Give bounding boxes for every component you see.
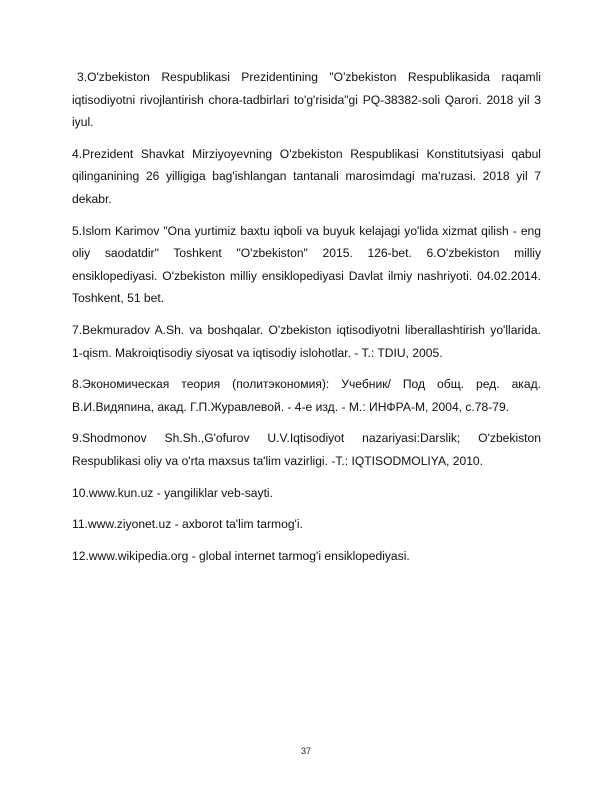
reference-item-10: 10.www.kun.uz - yangiliklar veb-sayti. (72, 485, 273, 500)
reference-item-4: 4.Prezident Shavkat Mirziyoyevning O'zbekiston Respublikasi Konstitutsiyasi qabul qilinganining 26 yilligiga bag'ishlangan tantanali marosimdagi ma'ruzasi. 2018 yil 7 dekabr. (72, 146, 541, 206)
reference-item-8: 8.Экономическая теория (политэкономия): Учебник/ Под общ. ред. акад. В.И.Видяпина, акад. Г.П.Журавлевой. - 4-е изд. - М.: ИНФРА-М, 2004, с.78-79. (72, 377, 541, 414)
reference-item-12: 12.www.wikipedia.org - global internet tarmog'i ensiklopediyasi. (72, 548, 410, 563)
reference-item-7: 7.Bekmuradov A.Sh. va boshqalar. O'zbekiston iqtisodiyotni liberallashtirish yo'llarida. 1-qism. Makroiqtisodiy siyosat va iqtisodiy islohotlar. - T.: TDIU, 2005. (72, 322, 541, 360)
reference-list (72, 66, 541, 576)
reference-item-3: 3.O'zbekiston Respublikasi Prezidentining "O'zbekiston Respublikasida raqamli iqtisodiyotni rivojlantirish chora-tadbirlari to'g'risida"gi PQ-38382-soli Qarori. 2018 yil 3 iyul. (72, 70, 541, 130)
reference-item-9: 9.Shodmonov Sh.Sh.,G'ofurov U.V.Iqtisodiyot nazariyasi:Darslik; O'zbekiston Respublikasi oliy va o'rta maxsus ta'lim vazirligi. -T.: IQTISODMOLIYA, 2010. (72, 431, 541, 468)
reference-item-11: 11.www.ziyonet.uz - axborot ta'lim tarmog'i. (72, 517, 303, 532)
page-number: 37 (300, 746, 311, 756)
reference-item-5: 5.Islom Karimov "Ona yurtimiz baxtu iqboli va buyuk kelajagi yo'lida xizmat qilish - eng oliy saodatdir" Toshkent "O'zbekiston" 2015. 126-bet. 6.O'zbekiston milliy ensiklopediyasi. O'zbekiston milliy ensiklopediyasi Davlat ilmiy nashriyoti. 04.02.2014. Toshkent, 51 bet. (72, 223, 541, 306)
